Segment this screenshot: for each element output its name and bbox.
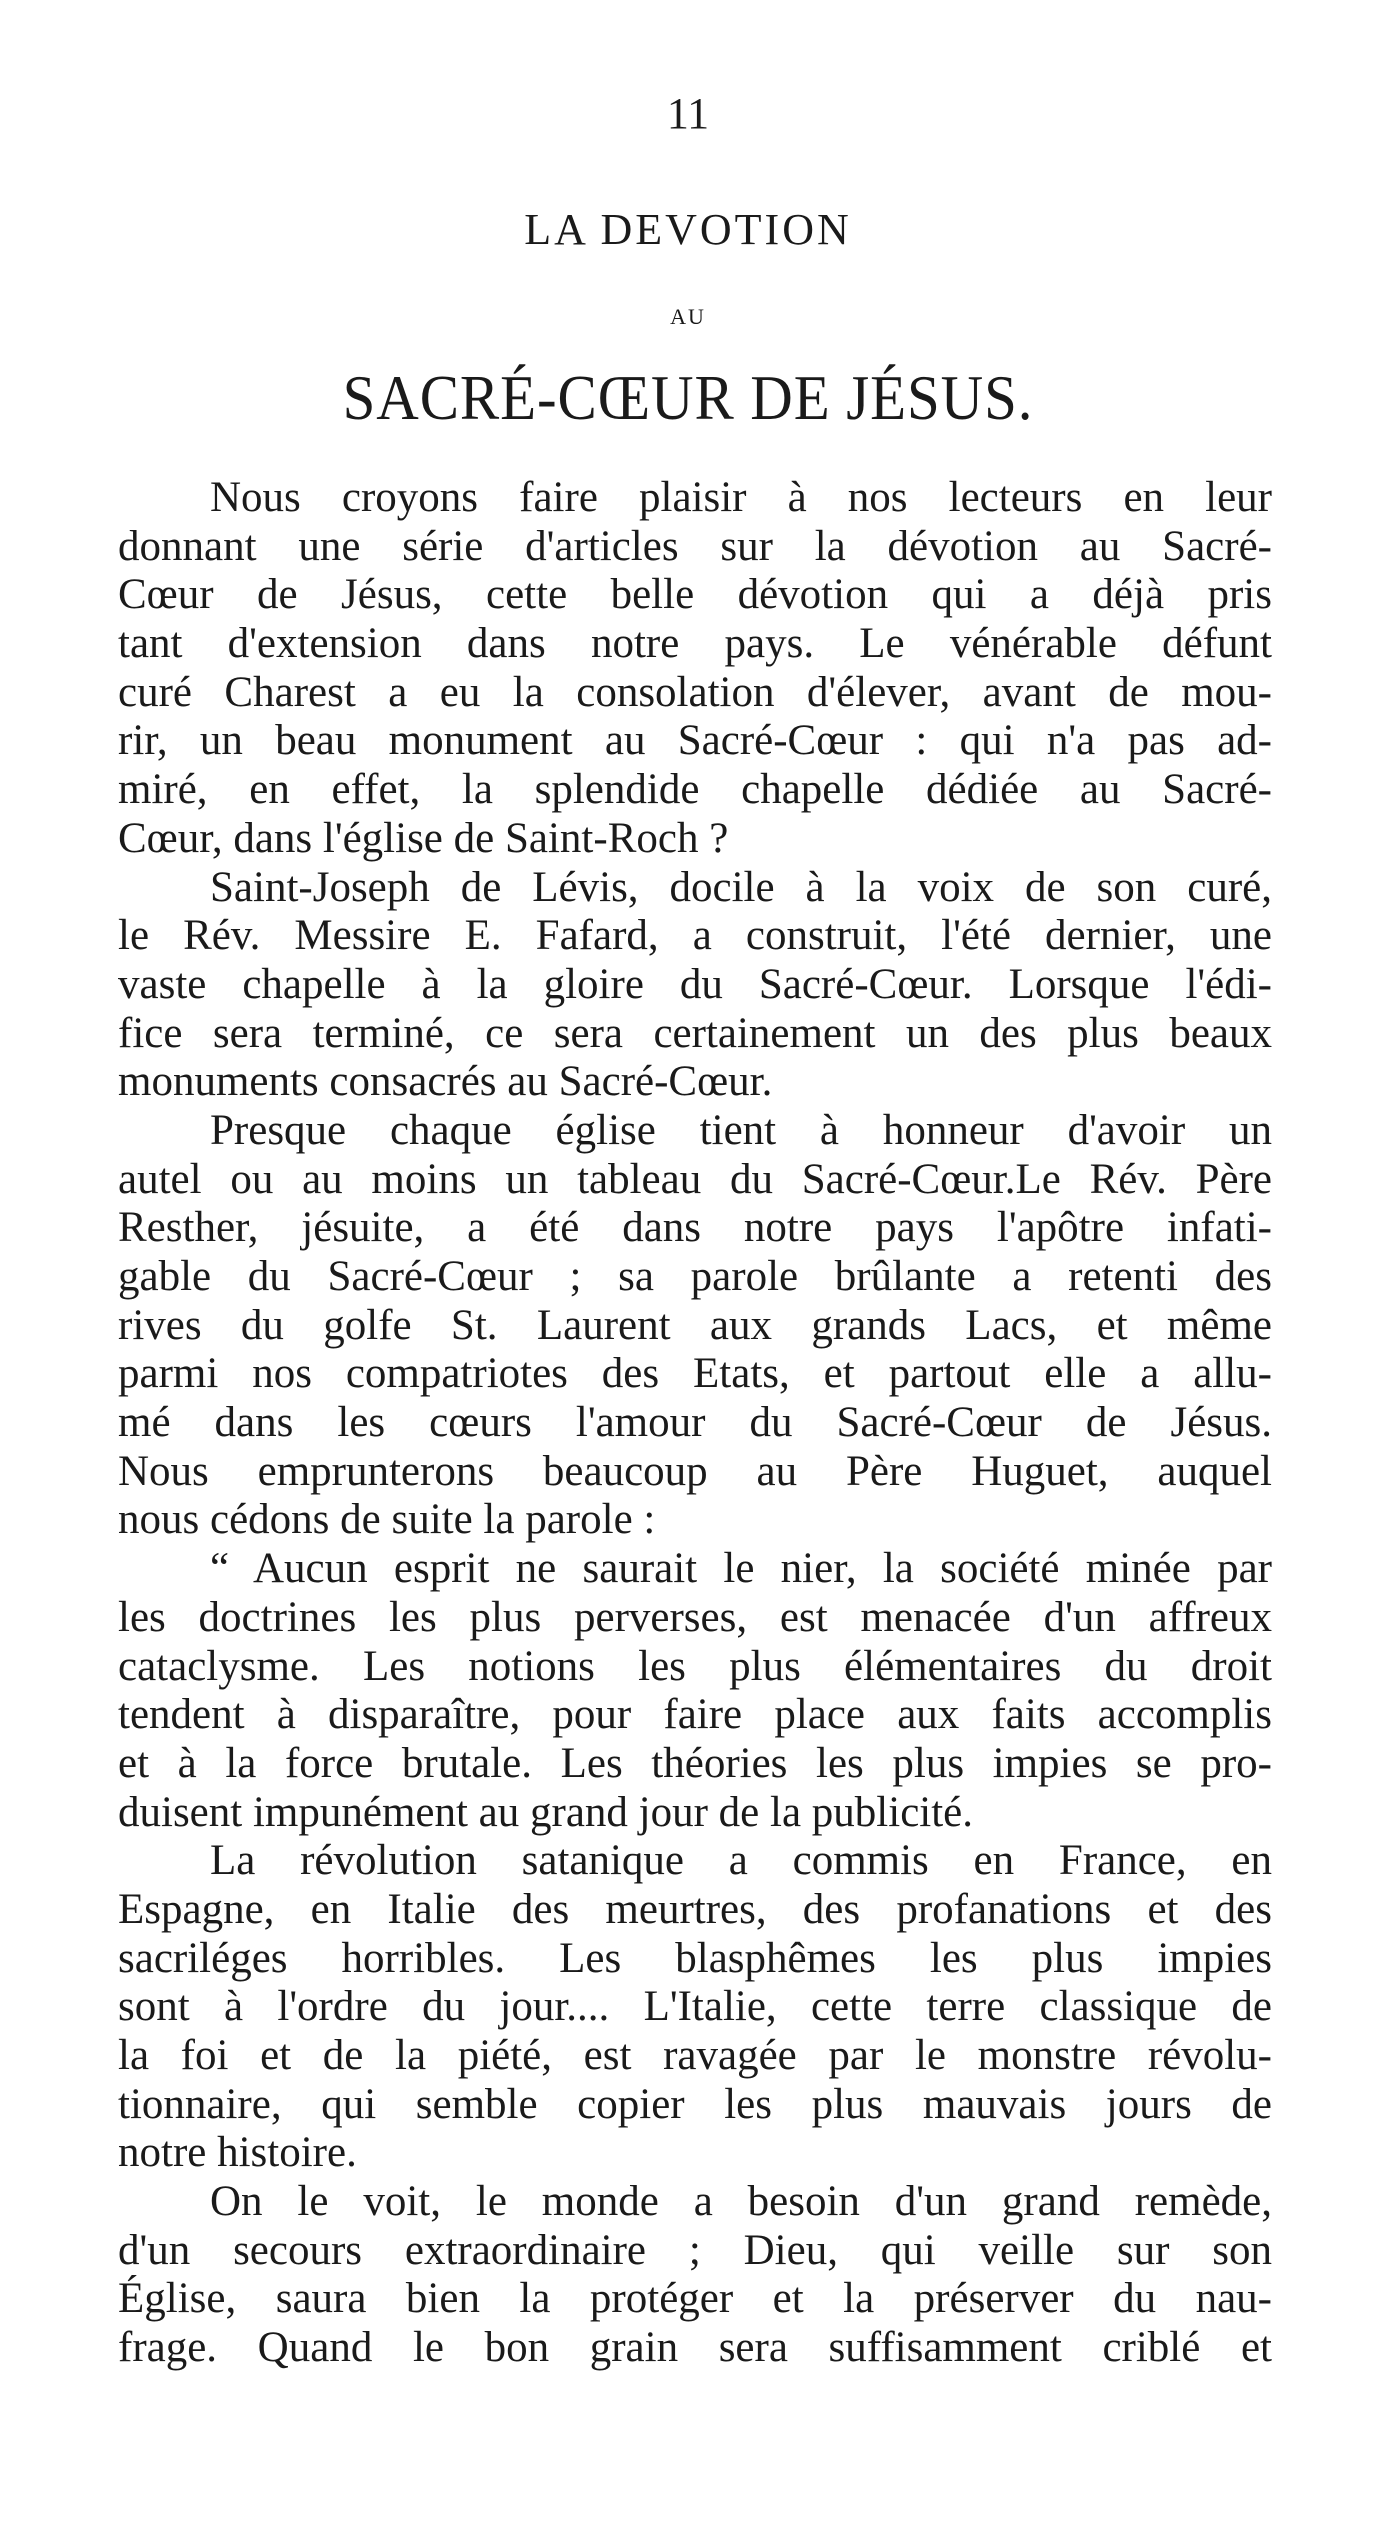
text-line: cataclysme. Les notions les plus élémentaires du droit: [118, 1642, 1272, 1690]
text-line: Saint-Joseph de Lévis, docile à la voix de son curé,: [210, 863, 1272, 911]
text-line: d'un secours extraordinaire ; Dieu, qui veille sur son: [118, 2226, 1272, 2274]
text-line: sont à l'ordre du jour.... L'Italie, cette terre classique de: [118, 1983, 1272, 2031]
text-line: donnant une série d'articles sur la dévotion au Sacré-: [118, 522, 1272, 570]
text-line: Nous emprunterons beaucoup au Père Huguet, auquel: [118, 1447, 1272, 1495]
text-line: On le voit, le monde a besoin d'un grand remède,: [210, 2178, 1272, 2226]
text-line: rir, un beau monument au Sacré-Cœur : qui n'a pas ad-: [118, 717, 1272, 765]
text-line: gable du Sacré-Cœur ; sa parole brûlante a retenti des: [118, 1253, 1272, 1300]
text-line: Cœur, dans l'église de Saint-Roch ?: [118, 814, 729, 862]
text-line: Église, saura bien la protéger et la préserver du nau-: [118, 2275, 1272, 2323]
chapter-title-main: SACRÉ-CŒUR DE JÉSUS.: [342, 362, 1034, 433]
text-line: Presque chaque église tient à honneur d'avoir un: [210, 1106, 1272, 1154]
text-line: le Rév. Messire E. Fafard, a construit, l'été dernier, une: [118, 912, 1272, 960]
text-line: les doctrines les plus perverses, est menacée d'un affreux: [118, 1593, 1272, 1641]
chapter-title-connector: AU: [670, 304, 706, 329]
text-line: La révolution satanique a commis en France, en: [210, 1837, 1272, 1885]
article-body: [118, 474, 1272, 2373]
text-line: sacriléges horribles. Les blasphêmes les plus impies: [118, 1934, 1272, 1982]
text-line: fice sera terminé, ce sera certainement un des plus beaux: [118, 1009, 1272, 1057]
text-line: Espagne, en Italie des meurtres, des profanations et des: [118, 1885, 1272, 1933]
text-line: Resther, jésuite, a été dans notre pays l'apôtre infati-: [118, 1204, 1272, 1252]
text-line: monuments consacrés au Sacré-Cœur.: [118, 1058, 773, 1106]
text-line: miré, en effet, la splendide chapelle dédiée au Sacré-: [118, 766, 1272, 814]
text-line: notre histoire.: [118, 2129, 357, 2177]
text-line: parmi nos compatriotes des Etats, et partout elle a allu-: [118, 1350, 1272, 1398]
text-line: Nous croyons faire plaisir à nos lecteurs en leur: [210, 474, 1272, 521]
page-number: 11: [666, 89, 710, 138]
text-line: tant d'extension dans notre pays. Le vénérable défunt: [118, 620, 1272, 668]
text-line: autel ou au moins un tableau du Sacré-Cœur.Le Rév. Père: [118, 1155, 1272, 1203]
text-line: duisent impunément au grand jour de la publicité.: [118, 1788, 974, 1836]
text-line: tendent à disparaître, pour faire place aux faits accomplis: [118, 1691, 1272, 1739]
text-line: la foi et de la piété, est ravagée par le monstre révolu-: [118, 2032, 1272, 2079]
text-line: mé dans les cœurs l'amour du Sacré-Cœur de Jésus.: [118, 1399, 1272, 1447]
text-line: nous cédons de suite la parole :: [118, 1496, 656, 1544]
text-line: et à la force brutale. Les théories les plus impies se pro-: [118, 1739, 1272, 1787]
chapter-title-line: LA DEVOTION: [524, 205, 852, 254]
text-line: Cœur de Jésus, cette belle dévotion qui a déjà pris: [118, 571, 1272, 619]
text-line: vaste chapelle à la gloire du Sacré-Cœur. Lorsque l'édi-: [118, 960, 1272, 1008]
text-line: frage. Quand le bon grain sera suffisamment criblé et: [118, 2324, 1272, 2372]
text-line: tionnaire, qui semble copier les plus mauvais jours de: [118, 2080, 1272, 2128]
text-line: curé Charest a eu la consolation d'élever, avant de mou-: [118, 668, 1272, 716]
text-line: “ Aucun esprit ne saurait le nier, la société minée par: [210, 1545, 1272, 1593]
text-line: rives du golfe St. Laurent aux grands Lacs, et même: [118, 1301, 1272, 1349]
